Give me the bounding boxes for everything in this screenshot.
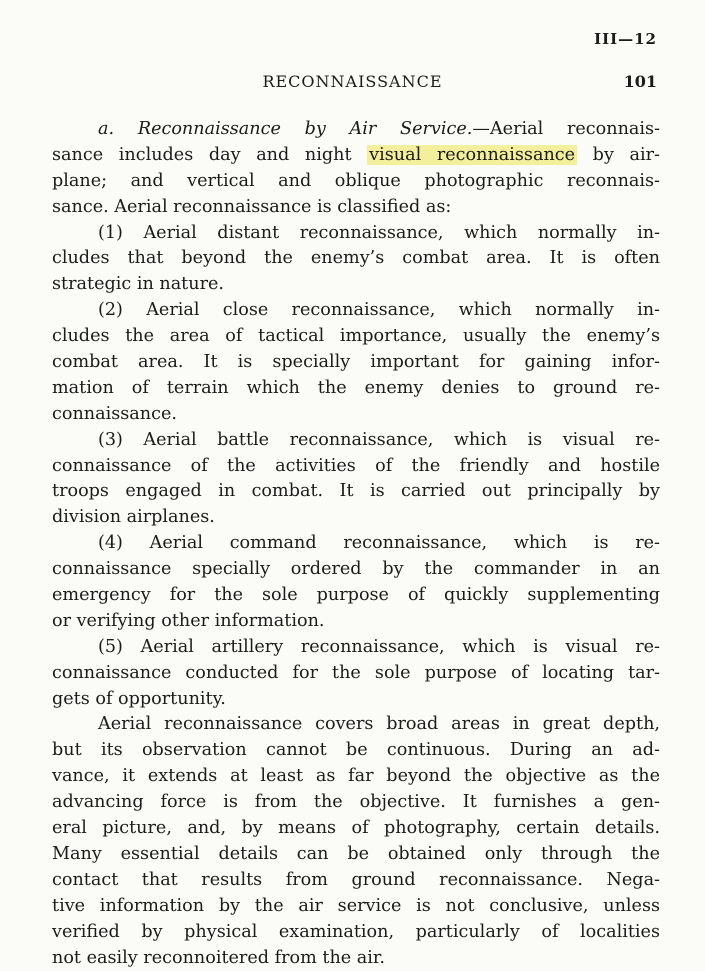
text-line — [52, 117, 660, 143]
text-line: verified by physical examination, particularly of localities — [52, 920, 660, 946]
body-text — [52, 117, 660, 971]
text-line: connaissance. — [52, 402, 660, 428]
text-line: contact that results from ground reconnaissance. Nega- — [52, 868, 660, 894]
text-line: Many essential details can be obtained only through the — [52, 842, 660, 868]
text-line: connaissance of the activities of the friendly and hostile — [52, 454, 660, 480]
text-run: —Aerial reconnais- — [472, 119, 660, 139]
text-line: sance. Aerial reconnaissance is classified as: — [52, 195, 660, 221]
text-line: combat area. It is specially important for gaining infor- — [52, 350, 660, 376]
text-line: plane; and vertical and oblique photographic reconnais- — [52, 169, 660, 195]
highlighted-text[interactable]: visual reconnaissance — [367, 145, 577, 165]
text-line: vance, it extends at least as far beyond the objective as the — [52, 764, 660, 790]
text-line: troops engaged in combat. It is carried out principally by — [52, 479, 660, 505]
text-line: tive information by the air service is not conclusive, unless — [52, 894, 660, 920]
section-reference: III—12 — [594, 30, 657, 48]
running-title: RECONNAISSANCE — [0, 72, 705, 91]
text-line: eral picture, and, by means of photography, certain details. — [52, 816, 660, 842]
text-line: strategic in nature. — [52, 272, 660, 298]
text-line: (3) Aerial battle reconnaissance, which is visual re- — [52, 428, 660, 454]
text-run: by air- — [577, 145, 660, 165]
text-line: or verifying other information. — [52, 609, 660, 635]
running-header — [0, 72, 705, 102]
text-line: Aerial reconnaissance covers broad areas in great depth, — [52, 712, 660, 738]
text-line: emergency for the sole purpose of quickly supplementing — [52, 583, 660, 609]
paragraph-heading: a. Reconnaissance by Air Service. — [98, 119, 472, 139]
page-number: 101 — [624, 72, 657, 91]
text-line: division airplanes. — [52, 505, 660, 531]
text-line: advancing force is from the objective. It furnishes a gen- — [52, 790, 660, 816]
text-line: (5) Aerial artillery reconnaissance, which is visual re- — [52, 635, 660, 661]
text-line: not easily reconnoitered from the air. — [52, 946, 660, 971]
text-line: but its observation cannot be continuous. During an ad- — [52, 738, 660, 764]
text-line: (4) Aerial command reconnaissance, which is re- — [52, 531, 660, 557]
text-line — [52, 143, 660, 169]
text-line: (2) Aerial close reconnaissance, which normally in- — [52, 298, 660, 324]
text-line: cludes the area of tactical importance, usually the enemy’s — [52, 324, 660, 350]
text-line: connaissance specially ordered by the commander in an — [52, 557, 660, 583]
text-line: mation of terrain which the enemy denies to ground re- — [52, 376, 660, 402]
text-line: gets of opportunity. — [52, 687, 660, 713]
text-run: sance includes day and night — [52, 145, 367, 165]
text-line: cludes that beyond the enemy’s combat area. It is often — [52, 246, 660, 272]
text-line: (1) Aerial distant reconnaissance, which normally in- — [52, 221, 660, 247]
text-line: connaissance conducted for the sole purpose of locating tar- — [52, 661, 660, 687]
